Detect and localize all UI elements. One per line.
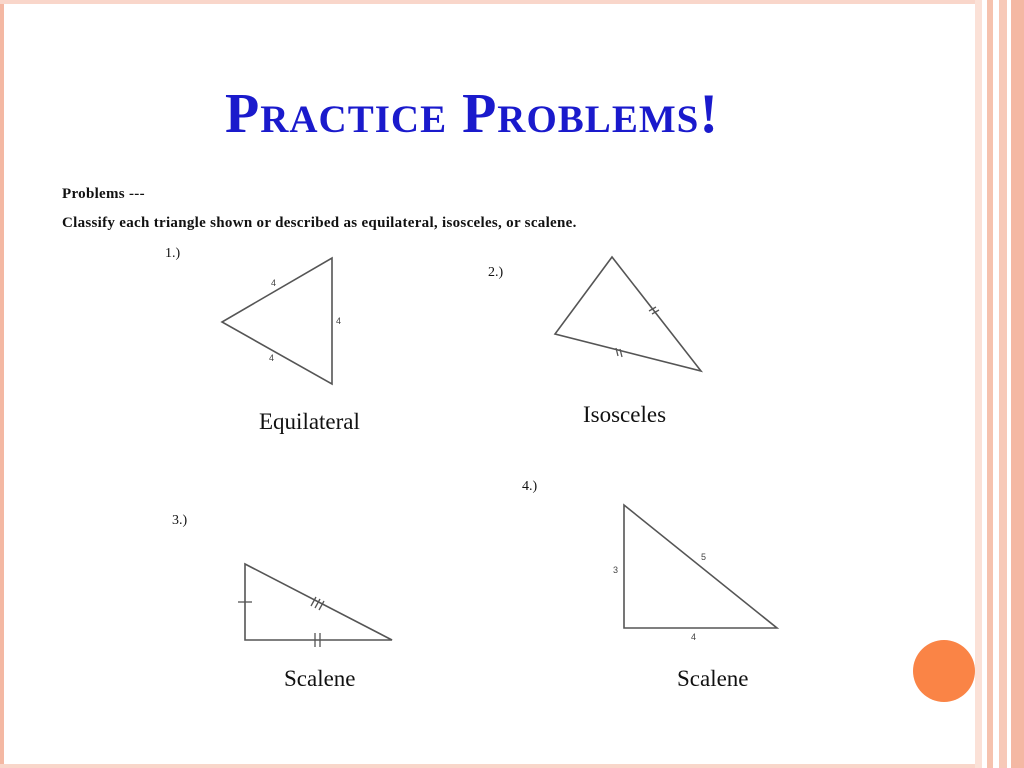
right-border-stripe [975, 0, 982, 768]
triangle-1-side-label: 4 [336, 316, 342, 326]
triangle-2-outline [555, 257, 701, 371]
triangle-4-side-label: 3 [613, 565, 619, 575]
triangle-1 [210, 250, 350, 395]
triangle-4 [605, 497, 785, 647]
bottom-border [0, 764, 1024, 768]
problem-number-2: 2.) [488, 265, 504, 280]
triangle-3 [232, 556, 402, 651]
problem-number-1: 1.) [165, 246, 181, 261]
top-border [0, 0, 1024, 4]
answer-4: Scalene [677, 666, 749, 691]
triangle-2-tick-marks [616, 307, 659, 357]
answer-3: Scalene [284, 666, 356, 691]
instruction-text: Classify each triangle shown or described as equilateral, isosceles, or scalene. [62, 215, 577, 231]
right-border-stripe [1011, 0, 1024, 768]
problems-label: Problems --- [62, 186, 145, 202]
right-border-stripe [999, 0, 1007, 768]
slide-title: Practice Problems! [225, 83, 719, 145]
triangle-1-outline [222, 258, 332, 384]
triangle-4-side-label: 4 [691, 632, 697, 642]
triangle-2 [545, 248, 715, 383]
answer-1: Equilateral [259, 409, 360, 434]
triangle-4-side-label: 5 [701, 552, 707, 562]
answer-2: Isosceles [583, 402, 667, 427]
accent-dot [913, 640, 975, 702]
triangle-1-side-label: 4 [271, 278, 277, 288]
problem-number-4: 4.) [522, 479, 538, 494]
triangle-4-outline [624, 505, 777, 628]
triangle-1-side-label: 4 [269, 353, 275, 363]
problem-number-3: 3.) [172, 513, 188, 528]
